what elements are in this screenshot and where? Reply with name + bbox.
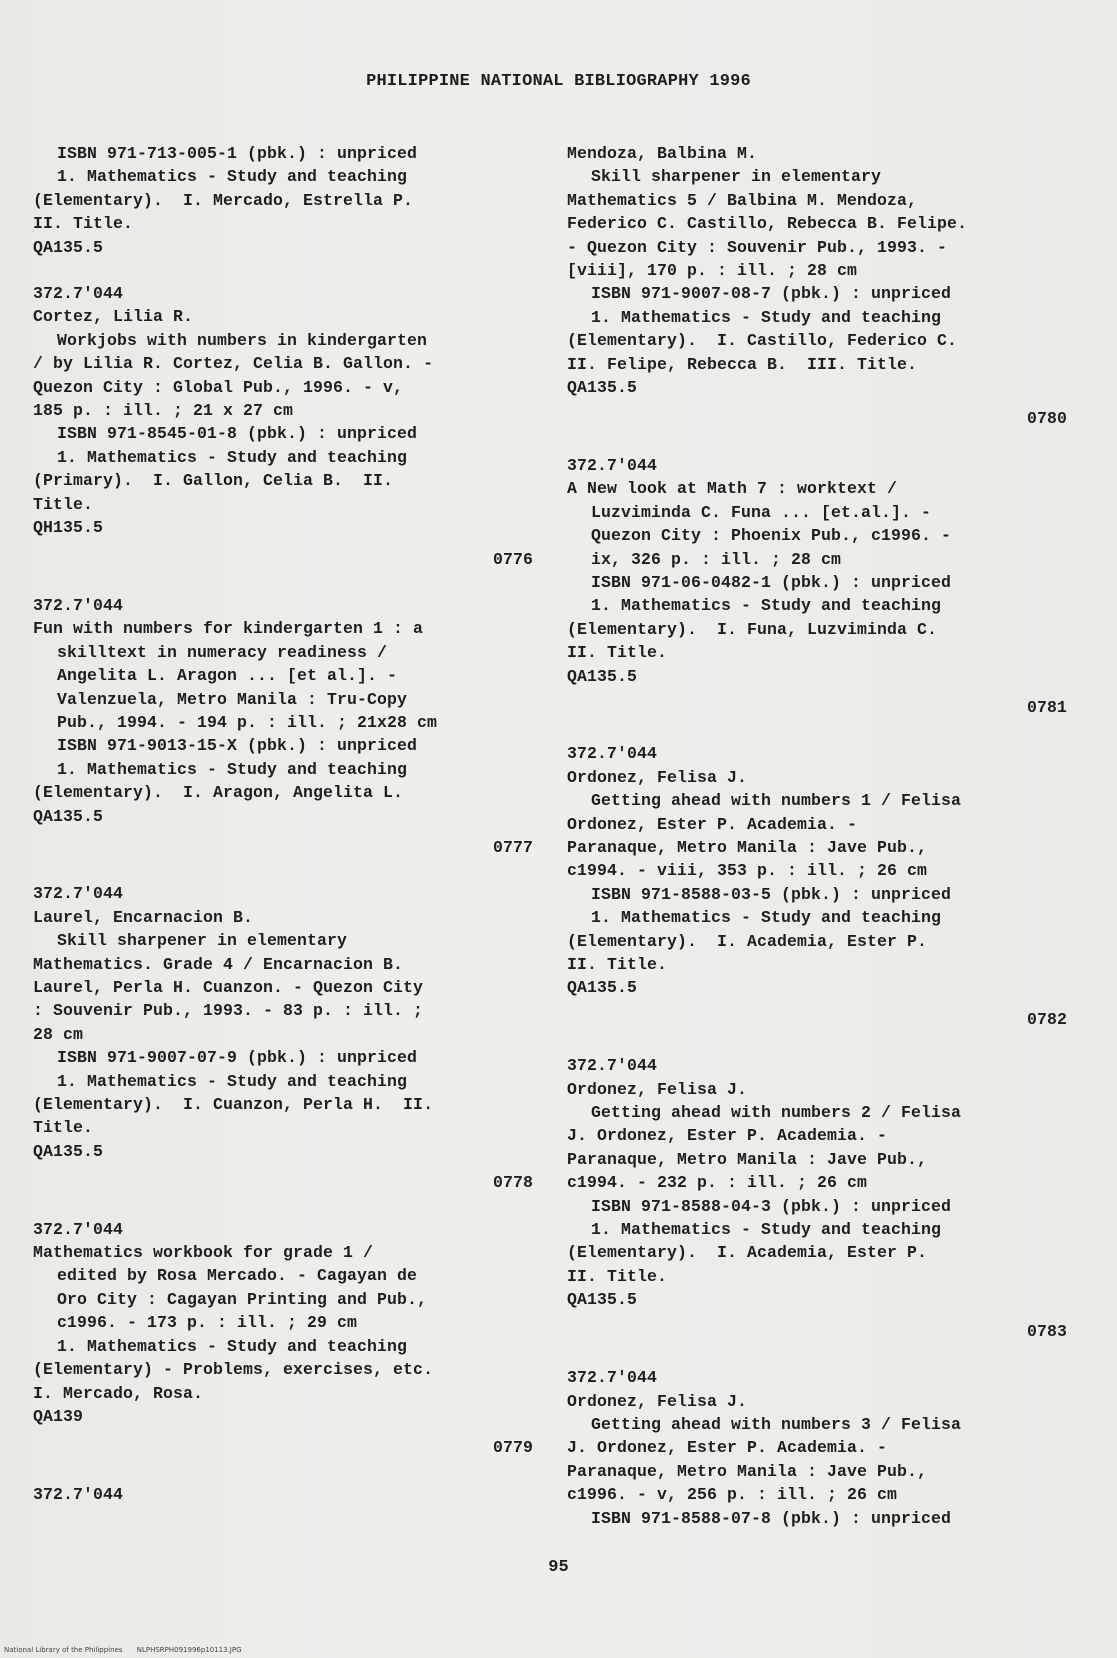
entry-line: 1. Mathematics - Study and teaching: [57, 167, 408, 187]
entry-line: Fun with numbers for kindergarten 1 : a: [33, 619, 424, 639]
entry-line: II. Title.: [567, 955, 668, 974]
entry-line: (Elementary). I. Aragon, Angelita L.: [33, 783, 404, 803]
entry-gap: [567, 431, 1067, 454]
page-number: 95: [548, 1558, 569, 1577]
bibliography-entry: [567, 1366, 1067, 1530]
entry-line: Title.: [33, 1118, 94, 1138]
entry-line: Mathematics workbook for grade 1 /: [33, 1243, 374, 1263]
entry-line: QA135.5: [33, 806, 104, 826]
entry-number: 0780: [1026, 409, 1067, 429]
entry-line: Federico C. Castillo, Rebecca B. Felipe.: [567, 214, 968, 234]
entry-line: c1996. - 173 p. : ill. ; 29 cm: [57, 1313, 358, 1333]
entry-line: (Elementary). I. Funa, Luzviminda C.: [567, 619, 938, 639]
bibliography-entry: [33, 1218, 533, 1460]
entry-line: Paranaque, Metro Manila : Jave Pub.,: [567, 837, 928, 857]
entry-line: Angelita L. Aragon ... [et al.]. -: [57, 666, 398, 686]
entry-line: 28 cm: [33, 1024, 84, 1044]
entry-line: I. Mercado, Rosa.: [33, 1383, 204, 1403]
entry-line: 1. Mathematics - Study and teaching: [57, 447, 408, 467]
entry-line: ISBN 971-8545-01-8 (pbk.) : unpriced: [57, 424, 418, 444]
entry-line: ISBN 971-06-0482-1 (pbk.) : unpriced: [591, 572, 952, 592]
entry-line: A New look at Math 7 : worktext /: [567, 479, 898, 499]
entry-gap: [33, 1460, 533, 1483]
entry-line: Getting ahead with numbers 3 / Felisa: [591, 1414, 962, 1434]
scan-footer: [4, 1646, 254, 1654]
bibliography-entry: [33, 1483, 533, 1506]
entry-line: (Elementary). I. Mercado, Estrella P.: [33, 190, 414, 210]
entry-line: ISBN 971-9007-07-9 (pbk.) : unpriced: [57, 1048, 418, 1068]
entry-line: II. Title.: [567, 1266, 668, 1286]
entry-line: 1. Mathematics - Study and teaching: [591, 596, 942, 616]
entry-line: Oro City : Cagayan Printing and Pub.,: [57, 1289, 428, 1309]
entry-line: QH135.5: [33, 518, 104, 538]
entry-line: c1996. - v, 256 p. : ill. ; 26 cm: [567, 1485, 898, 1505]
entry-line: ISBN 971-9013-15-X (pbk.) : unpriced: [57, 736, 418, 756]
entry-line: 372.7'044: [33, 595, 124, 615]
entry-line: ISBN 971-713-005-1 (pbk.) : unpriced: [57, 144, 418, 163]
entry-line: ISBN 971-8588-07-8 (pbk.) : unpriced: [591, 1508, 952, 1528]
entry-line: Luzviminda C. Funa ... [et.al.]. -: [591, 502, 932, 522]
bibliography-entry: [33, 882, 533, 1194]
entry-line: ISBN 971-9007-08-7 (pbk.) : unpriced: [591, 284, 952, 304]
page-header-title: PHILIPPINE NATIONAL BIBLIOGRAPHY 1996: [366, 72, 751, 91]
entry-line: Valenzuela, Metro Manila : Tru-Copy: [57, 689, 408, 709]
entry-line: Getting ahead with numbers 2 / Felisa: [591, 1103, 962, 1123]
entry-line: QA135.5: [567, 666, 638, 686]
entry-number: 0782: [1026, 1009, 1067, 1029]
entry-line: J. Ordonez, Ester P. Academia. -: [567, 1126, 888, 1146]
entry-line: Mendoza, Balbina M.: [567, 144, 758, 163]
entry-gap: [33, 571, 533, 594]
entry-gap: [567, 1031, 1067, 1054]
left-column: [33, 142, 533, 1506]
entry-line: J. Ordonez, Ester P. Academia. -: [567, 1438, 888, 1458]
entry-line: QA135.5: [567, 978, 638, 998]
entry-line: c1994. - viii, 353 p. : ill. ; 26 cm: [567, 861, 928, 881]
entry-line: (Elementary). I. Academia, Ester P.: [567, 1243, 928, 1263]
entry-line: ix, 326 p. : ill. ; 28 cm: [591, 549, 842, 569]
bibliography-entry: [567, 1054, 1067, 1343]
entry-line: / by Lilia R. Cortez, Celia B. Gallon. -: [33, 354, 434, 374]
entry-line: 372.7'044: [567, 455, 658, 475]
entry-line: Paranaque, Metro Manila : Jave Pub.,: [567, 1149, 928, 1169]
entry-line: 1. Mathematics - Study and teaching: [591, 1220, 942, 1240]
entry-line: c1994. - 232 p. : ill. ; 26 cm: [567, 1173, 868, 1193]
entry-line: II. Felipe, Rebecca B. III. Title.: [567, 354, 918, 374]
bibliography-entry: [567, 142, 1067, 431]
entry-line: (Elementary) - Problems, exercises, etc.: [33, 1360, 434, 1380]
entry-gap: [567, 719, 1067, 742]
entry-line: 185 p. : ill. ; 21 x 27 cm: [33, 401, 294, 421]
entry-line: Getting ahead with numbers 1 / Felisa: [591, 791, 962, 811]
entry-line: edited by Rosa Mercado. - Cagayan de: [57, 1266, 418, 1286]
bibliography-entry: [33, 142, 533, 259]
entry-line: (Primary). I. Gallon, Celia B. II.: [33, 471, 394, 491]
entry-line: Workjobs with numbers in kindergarten: [57, 330, 428, 350]
entry-line: 1. Mathematics - Study and teaching: [57, 759, 408, 779]
entry-number: 0777: [492, 837, 533, 857]
entry-line: Laurel, Perla H. Cuanzon. - Quezon City: [33, 978, 424, 997]
entry-line: 372.7'044: [567, 1368, 658, 1388]
entry-line: 372.7'044: [33, 284, 124, 304]
entry-line: 372.7'044: [33, 884, 124, 904]
entry-line: Laurel, Encarnacion B.: [33, 907, 254, 927]
entry-line: 1. Mathematics - Study and teaching: [591, 307, 942, 327]
entry-line: 1. Mathematics - Study and teaching: [57, 1071, 408, 1091]
entry-number: 0779: [492, 1438, 533, 1458]
entry-line: Paranaque, Metro Manila : Jave Pub.,: [567, 1461, 928, 1481]
entry-line: QA135.5: [33, 1141, 104, 1161]
entry-line: (Elementary). I. Castillo, Federico C.: [567, 331, 958, 351]
entry-gap: [33, 259, 533, 282]
entry-line: Quezon City : Global Pub., 1996. - v,: [33, 377, 404, 397]
entry-line: QA135.5: [33, 237, 104, 257]
entry-line: (Elementary). I. Academia, Ester P.: [567, 931, 928, 951]
entry-line: Skill sharpener in elementary: [591, 167, 882, 187]
entry-line: [viii], 170 p. : ill. ; 28 cm: [567, 261, 858, 281]
entry-line: (Elementary). I. Cuanzon, Perla H. II.: [33, 1095, 434, 1115]
entry-line: skilltext in numeracy readiness /: [57, 642, 388, 662]
entry-gap: [33, 1195, 533, 1218]
entry-line: : Souvenir Pub., 1993. - 83 p. : ill. ;: [33, 1001, 424, 1021]
entry-line: 372.7'044: [567, 1056, 658, 1076]
entry-line: QA139: [33, 1406, 84, 1426]
entry-number: 0778: [492, 1173, 533, 1193]
entry-number: 0776: [492, 549, 533, 569]
entry-line: 1. Mathematics - Study and teaching: [57, 1336, 408, 1356]
entry-line: Title.: [33, 494, 94, 514]
entry-line: Mathematics 5 / Balbina M. Mendoza,: [567, 190, 918, 210]
bibliography-entry: [567, 742, 1067, 1031]
entry-line: Ordonez, Felisa J.: [567, 1391, 748, 1411]
entry-line: Cortez, Lilia R.: [33, 307, 194, 327]
entry-line: Mathematics. Grade 4 / Encarnacion B.: [33, 954, 404, 974]
bibliography-entry: [567, 454, 1067, 719]
entry-line: ISBN 971-8588-04-3 (pbk.) : unpriced: [591, 1196, 952, 1216]
entry-line: Ordonez, Ester P. Academia. -: [567, 814, 858, 834]
bibliography-entry: [33, 594, 533, 859]
entry-line: II. Title.: [567, 643, 668, 663]
bibliography-entry: [33, 282, 533, 571]
entry-line: QA135.5: [567, 1290, 638, 1310]
entry-line: 372.7'044: [33, 1484, 124, 1504]
entry-line: Quezon City : Phoenix Pub., c1996. -: [591, 526, 952, 546]
entry-line: 1. Mathematics - Study and teaching: [591, 908, 942, 928]
entry-line: 372.7'044: [33, 1219, 124, 1239]
entry-line: - Quezon City : Souvenir Pub., 1993. -: [567, 237, 948, 257]
entry-line: Pub., 1994. - 194 p. : ill. ; 21x28 cm: [57, 712, 438, 732]
entry-line: Ordonez, Felisa J.: [567, 1079, 748, 1099]
entry-gap: [567, 1343, 1067, 1366]
entry-line: QA135.5: [567, 378, 638, 398]
footer-library: National Library of the Philippines: [4, 1646, 123, 1654]
entry-line: II. Title.: [33, 214, 134, 234]
entry-number: 0781: [1026, 697, 1067, 717]
entry-line: Skill sharpener in elementary: [57, 931, 348, 951]
footer-file: NLPHSRPH091996p10113.JPG: [136, 1646, 242, 1654]
entry-gap: [33, 859, 533, 882]
entry-number: 0783: [1026, 1321, 1067, 1341]
entry-line: ISBN 971-8588-03-5 (pbk.) : unpriced: [591, 884, 952, 904]
entry-line: 372.7'044: [567, 744, 658, 764]
right-column: [567, 142, 1067, 1530]
entry-line: Ordonez, Felisa J.: [567, 767, 748, 787]
